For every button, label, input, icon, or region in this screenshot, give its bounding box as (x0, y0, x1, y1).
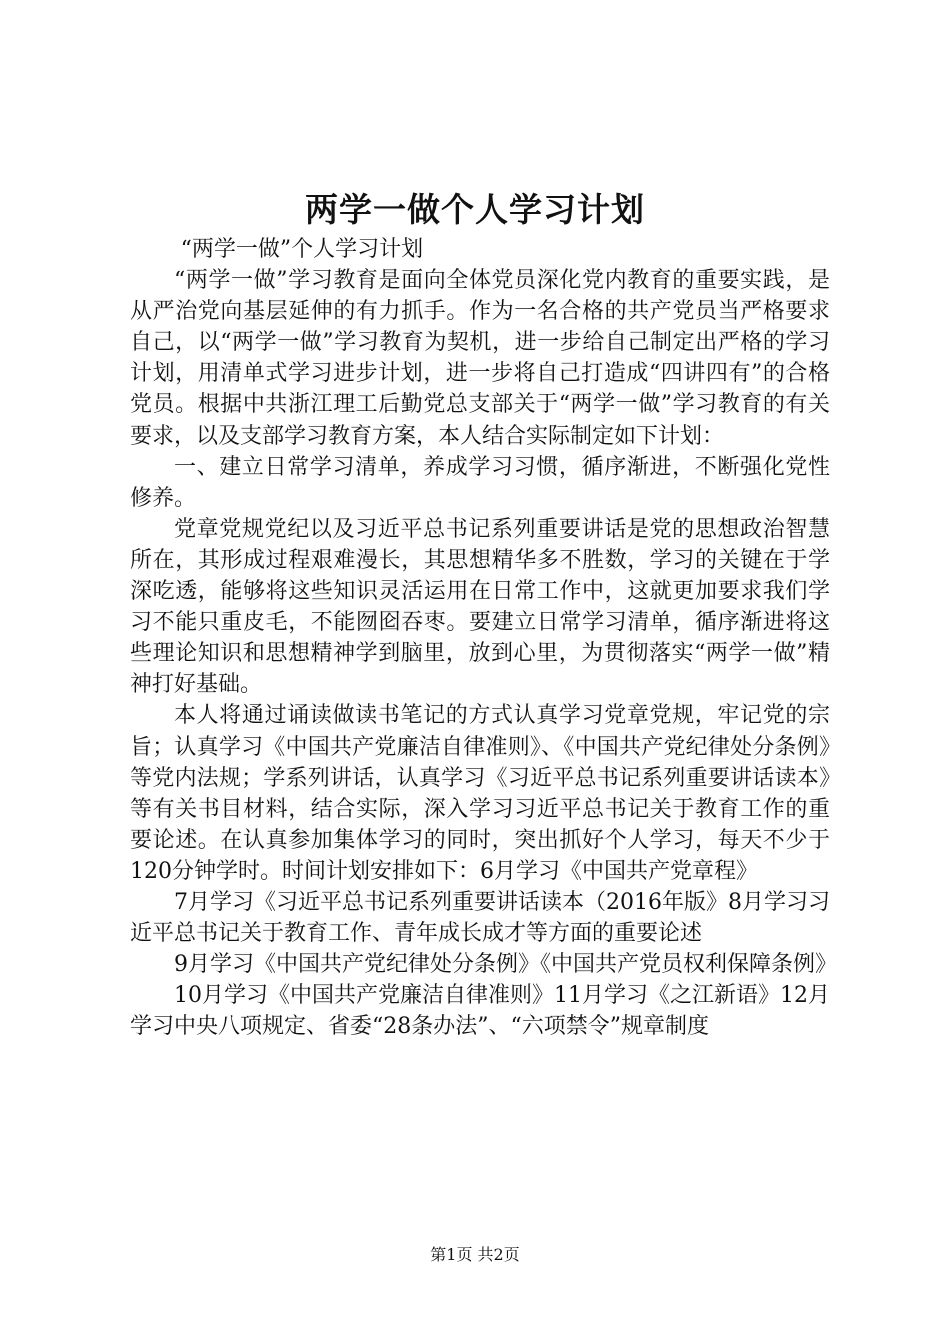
paragraph-theory: 党章党规党纪以及习近平总书记系列重要讲话是党的思想政治智慧所在，其形成过程艰难漫长，其思想精华多不胜数，学习的关键在于学深吃透，能够将这些知识灵活运用在日常工作中，这就更加要求我们学习不能只重皮毛，不能囫囵吞枣。要建立日常学习清单，循序渐进将这些理论知识和思想精神学到脑里，放到心里，为贯彻落实“两学一做”精神打好基础。 (130, 516, 830, 698)
paragraph-intro: “两学一做”学习教育是面向全体党员深化党内教育的重要实践，是从严治党向基层延伸的有力抓手。作为一名合格的共产党员当严格要求自己，以“两学一做”学习教育为契机，进一步给自己制定出严格的学习计划，用清单式学习进步计划，进一步将自己打造成“四讲四有”的合格党员。根据中共浙江理工后勤党总支部关于“两学一做”学习教育的有关要求，以及支部学习教育方案，本人结合实际制定如下计划： (130, 268, 830, 449)
document-body (130, 234, 837, 1042)
page-footer: 第1页 共2页 (430, 1245, 520, 1264)
paragraph-section-heading: 一、建立日常学习清单，养成学习习惯，循序渐进，不断强化党性修养。 (130, 454, 830, 511)
paragraph-study-method: 本人将通过诵读做读书笔记的方式认真学习党章党规，牢记党的宗旨；认真学习《中国共产党廉洁自律准则》、《中国共产党纪律处分条例》等党内法规；学系列讲话，认真学习《习近平总书记系列重要讲话读本》等有关书目材料，结合实际，深入学习习近平总书记关于教育工作的重要论述。在认真参加集体学习的同时，突出抓好个人学习，每天不少于120分钟学时。时间计划安排如下：6月学习《中国共产党章程》 (130, 703, 830, 884)
paragraph-schedule-july-august: 7月学习《习近平总书记系列重要讲话读本（2016年版》8月学习习近平总书记关于教育工作、青年成长成才等方面的重要论述 (130, 889, 830, 947)
paragraph-subtitle: “两学一做”个人学习计划 (180, 237, 424, 262)
document-title: 两学一做个人学习计划 (305, 190, 645, 229)
paragraph-schedule-october-december: 10月学习《中国共产党廉洁自律准则》11月学习《之江新语》12月学习中央八项规定、省委“28条办法”、“六项禁令”规章制度 (130, 983, 830, 1040)
paragraph-schedule-september: 9月学习《中国共产党纪律处分条例》《中国共产党员权利保障条例》 (174, 952, 837, 978)
